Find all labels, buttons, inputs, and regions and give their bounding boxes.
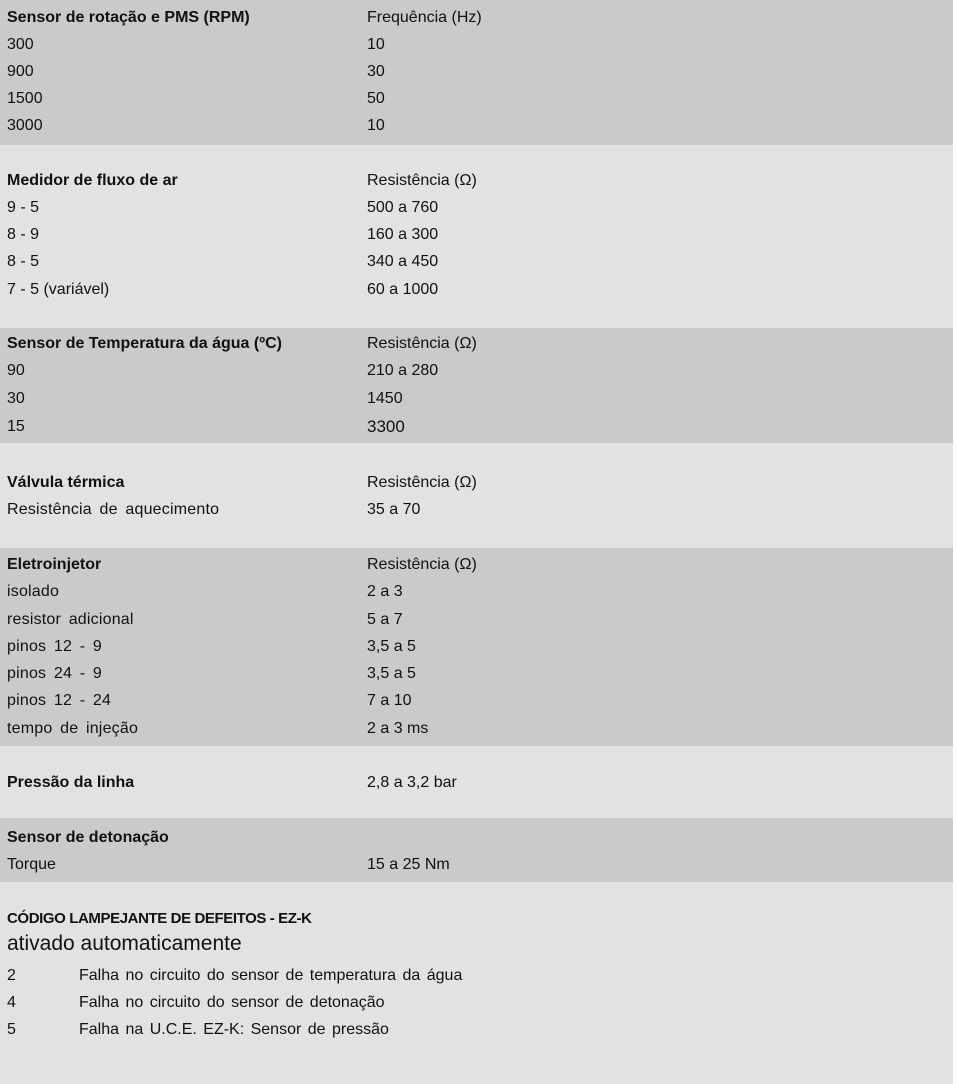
table-row xyxy=(0,496,953,523)
row-value: 15 a 25 Nm xyxy=(367,856,450,873)
row-value: 10 xyxy=(367,36,385,53)
row-label: 90 xyxy=(7,362,25,379)
row-value: 30 xyxy=(367,63,385,80)
table-row xyxy=(0,58,953,85)
section-title: Medidor de fluxo de ar xyxy=(7,172,178,189)
section-unit: Resistência (Ω) xyxy=(367,556,477,573)
section-unit: Resistência (Ω) xyxy=(367,335,477,352)
list-item xyxy=(0,1016,953,1043)
row-value: 340 a 450 xyxy=(367,253,439,270)
table-row xyxy=(0,851,953,878)
section-unit: 2,8 a 3,2 bar xyxy=(367,774,457,791)
section-title: Eletroinjetor xyxy=(7,556,102,573)
table-row xyxy=(0,715,953,742)
fault-code: 5 xyxy=(7,1021,16,1038)
fault-codes-title: CÓDIGO LAMPEJANTE DE DEFEITOS - EZ-K xyxy=(7,910,312,927)
section-title: Sensor de rotação e PMS (RPM) xyxy=(7,9,250,26)
section-title: Válvula térmica xyxy=(7,474,125,491)
row-label: 9 - 5 xyxy=(7,199,40,216)
table-row xyxy=(0,413,953,440)
table-row xyxy=(0,276,953,303)
section-title: Sensor de Temperatura da água (ºC) xyxy=(7,335,282,352)
table-row xyxy=(0,194,953,221)
row-value: 35 a 70 xyxy=(367,501,421,518)
list-item xyxy=(0,989,953,1016)
table-row xyxy=(0,385,953,412)
row-label: 30 xyxy=(7,390,25,407)
section-unit: Resistência (Ω) xyxy=(367,474,477,491)
section-title: Sensor de detonação xyxy=(7,829,169,846)
table-row xyxy=(0,660,953,687)
table-row xyxy=(0,357,953,384)
table-row xyxy=(0,633,953,660)
row-label: Resistência de aquecimento xyxy=(7,501,220,518)
row-value: 7 a 10 xyxy=(367,692,412,709)
section-unit: Frequência (Hz) xyxy=(367,9,482,26)
row-label: pinos 12 - 9 xyxy=(7,638,103,655)
table-row xyxy=(0,85,953,112)
table-row xyxy=(0,687,953,714)
table-row xyxy=(0,606,953,633)
row-value: 1450 xyxy=(367,390,403,407)
row-label: 7 - 5 (variável) xyxy=(7,281,110,298)
fault-code: 4 xyxy=(7,994,16,1011)
row-value: 500 a 760 xyxy=(367,199,439,216)
row-value: 3,5 a 5 xyxy=(367,665,416,682)
section-unit: Resistência (Ω) xyxy=(367,172,477,189)
table-row xyxy=(0,31,953,58)
fault-codes-subtitle: ativado automaticamente xyxy=(7,932,242,955)
list-item xyxy=(0,962,953,989)
row-value: 3,5 a 5 xyxy=(367,638,416,655)
row-value: 5 a 7 xyxy=(367,611,403,628)
section-header xyxy=(0,4,953,31)
row-label: tempo de injeção xyxy=(7,720,139,737)
section-title: Pressão da linha xyxy=(7,774,135,791)
row-label: 3000 xyxy=(7,117,43,134)
row-label: 900 xyxy=(7,63,34,80)
row-label: isolado xyxy=(7,583,60,600)
row-value: 2 a 3 xyxy=(367,583,403,600)
section-header xyxy=(0,167,953,194)
row-value: 2 a 3 ms xyxy=(367,720,429,737)
section-header xyxy=(0,330,953,357)
row-value: 10 xyxy=(367,117,385,134)
row-label: resistor adicional xyxy=(7,611,134,628)
row-value: 60 a 1000 xyxy=(367,281,439,298)
row-label: pinos 12 - 24 xyxy=(7,692,112,709)
row-label: 15 xyxy=(7,418,25,435)
table-row xyxy=(0,112,953,139)
row-value: 210 a 280 xyxy=(367,362,439,379)
table-row xyxy=(0,248,953,275)
table-row xyxy=(0,578,953,605)
table-row xyxy=(0,221,953,248)
fault-description: Falha no circuito do sensor de detonação xyxy=(79,994,385,1011)
section-header xyxy=(0,551,953,578)
row-label: 300 xyxy=(7,36,34,53)
fault-code: 2 xyxy=(7,967,16,984)
row-label: 8 - 5 xyxy=(7,253,40,270)
fault-description: Falha na U.C.E. EZ-K: Sensor de pressão xyxy=(79,1021,389,1038)
row-label: 1500 xyxy=(7,90,43,107)
row-label: 8 - 9 xyxy=(7,226,40,243)
section-header xyxy=(0,824,953,851)
row-label: pinos 24 - 9 xyxy=(7,665,103,682)
fault-description: Falha no circuito do sensor de temperatura da água xyxy=(79,967,463,984)
row-value: 160 a 300 xyxy=(367,226,439,243)
section-header xyxy=(0,469,953,496)
row-label: Torque xyxy=(7,856,56,873)
row-value: 50 xyxy=(367,90,385,107)
section-header xyxy=(0,769,953,796)
row-value: 3300 xyxy=(367,417,405,436)
